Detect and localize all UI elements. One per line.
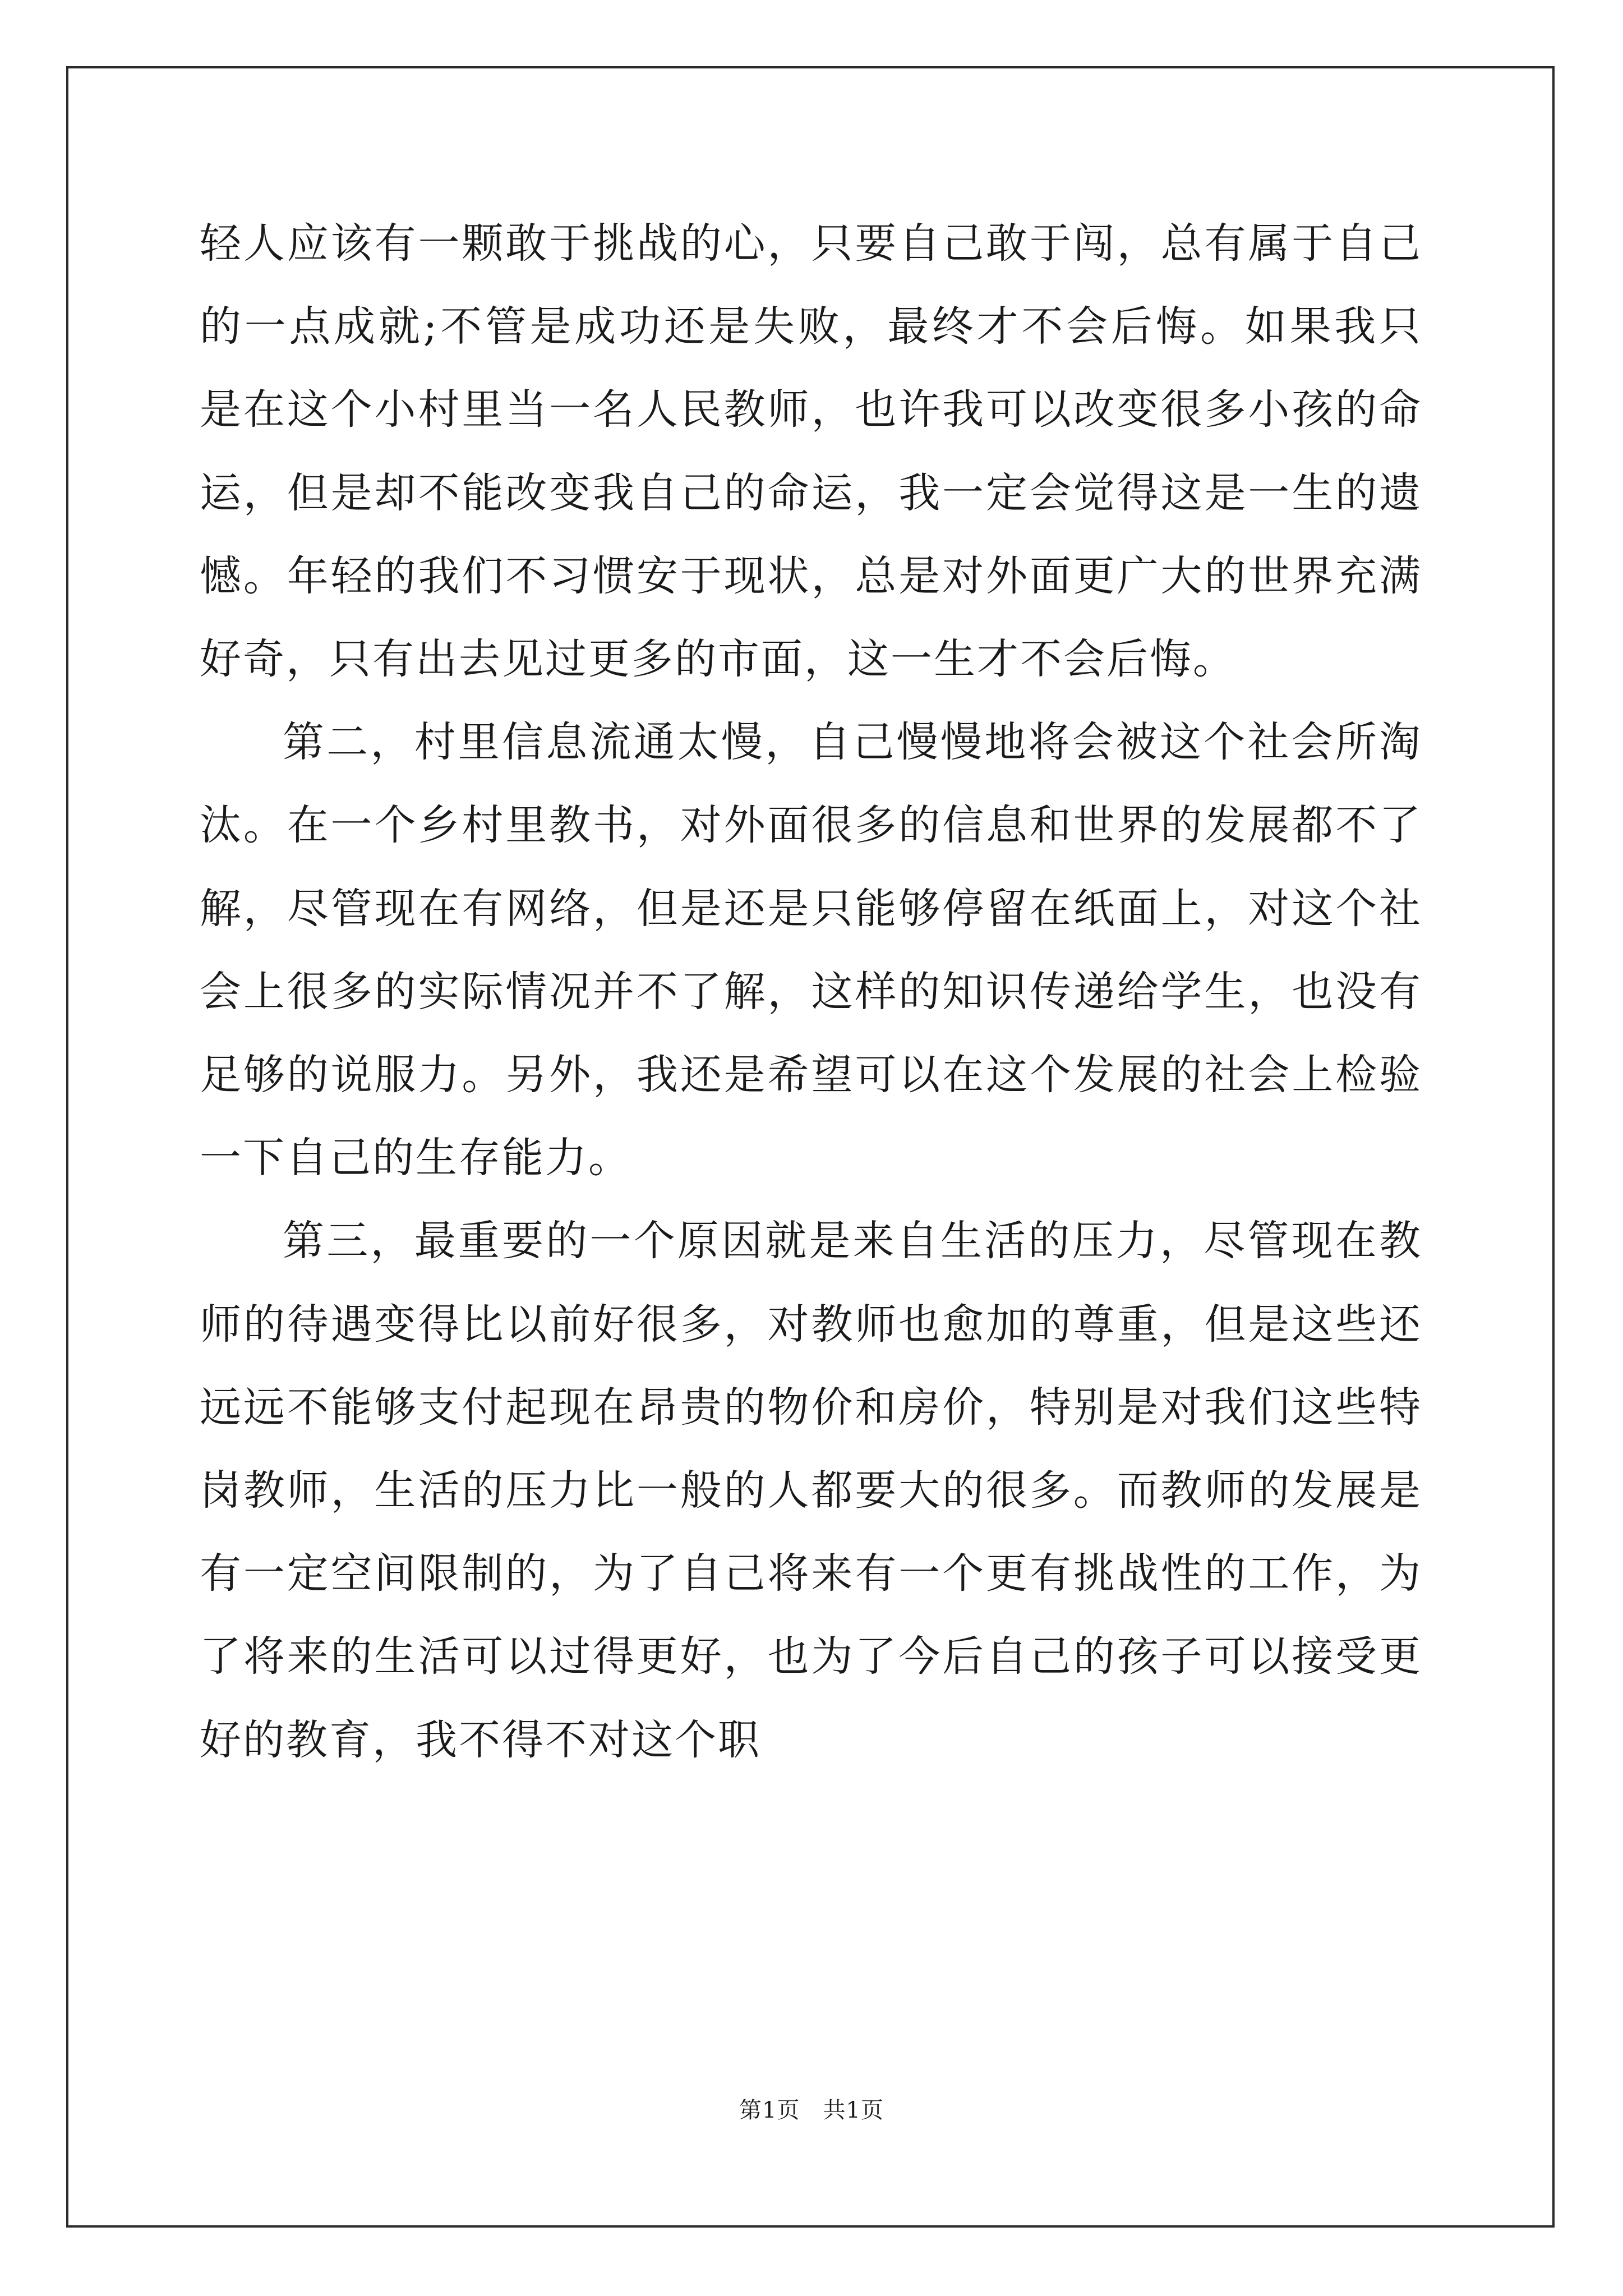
document-body [200, 202, 1422, 1782]
page-footer: 第1页 共1页 [739, 2097, 884, 2123]
paragraph-1: 轻人应该有一颗敢于挑战的心，只要自己敢于闯，总有属于自己的一点成就;不管是成功还是失败，最终才不会后悔。如果我只是在这个小村里当一名人民教师，也许我可以改变很多小孩的命运，但是却不能改变我自己的命运，我一定会觉得这是一生的遗憾。年轻的我们不习惯安于现状，总是对外面更广大的世界充满好奇，只有出去见过更多的市面，这一生才不会后悔。 [200, 219, 1422, 684]
paragraph-3: 第三，最重要的一个原因就是来自生活的压力，尽管现在教师的待遇变得比以前好很多，对教师也愈加的尊重，但是这些还远远不能够支付起现在昂贵的物价和房价，特别是对我们这些特岗教师，生活的压力比一般的人都要大的很多。而教师的发展是有一定空间限制的，为了自己将来有一个更有挑战性的工作，为了将来的生活可以过得更好，也为了今后自己的孩子可以接受更好的教育，我不得不对这个职 [200, 1217, 1422, 1764]
paragraph-2: 第二，村里信息流通太慢，自己慢慢地将会被这个社会所淘汰。在一个乡村里教书，对外面很多的信息和世界的发展都不了解，尽管现在有网络，但是还是只能够停留在纸面上，对这个社会上很多的实际情况并不了解，这样的知识传递给学生，也没有足够的说服力。另外，我还是希望可以在这个发展的社会上检验一下自己的生存能力。 [200, 718, 1422, 1182]
